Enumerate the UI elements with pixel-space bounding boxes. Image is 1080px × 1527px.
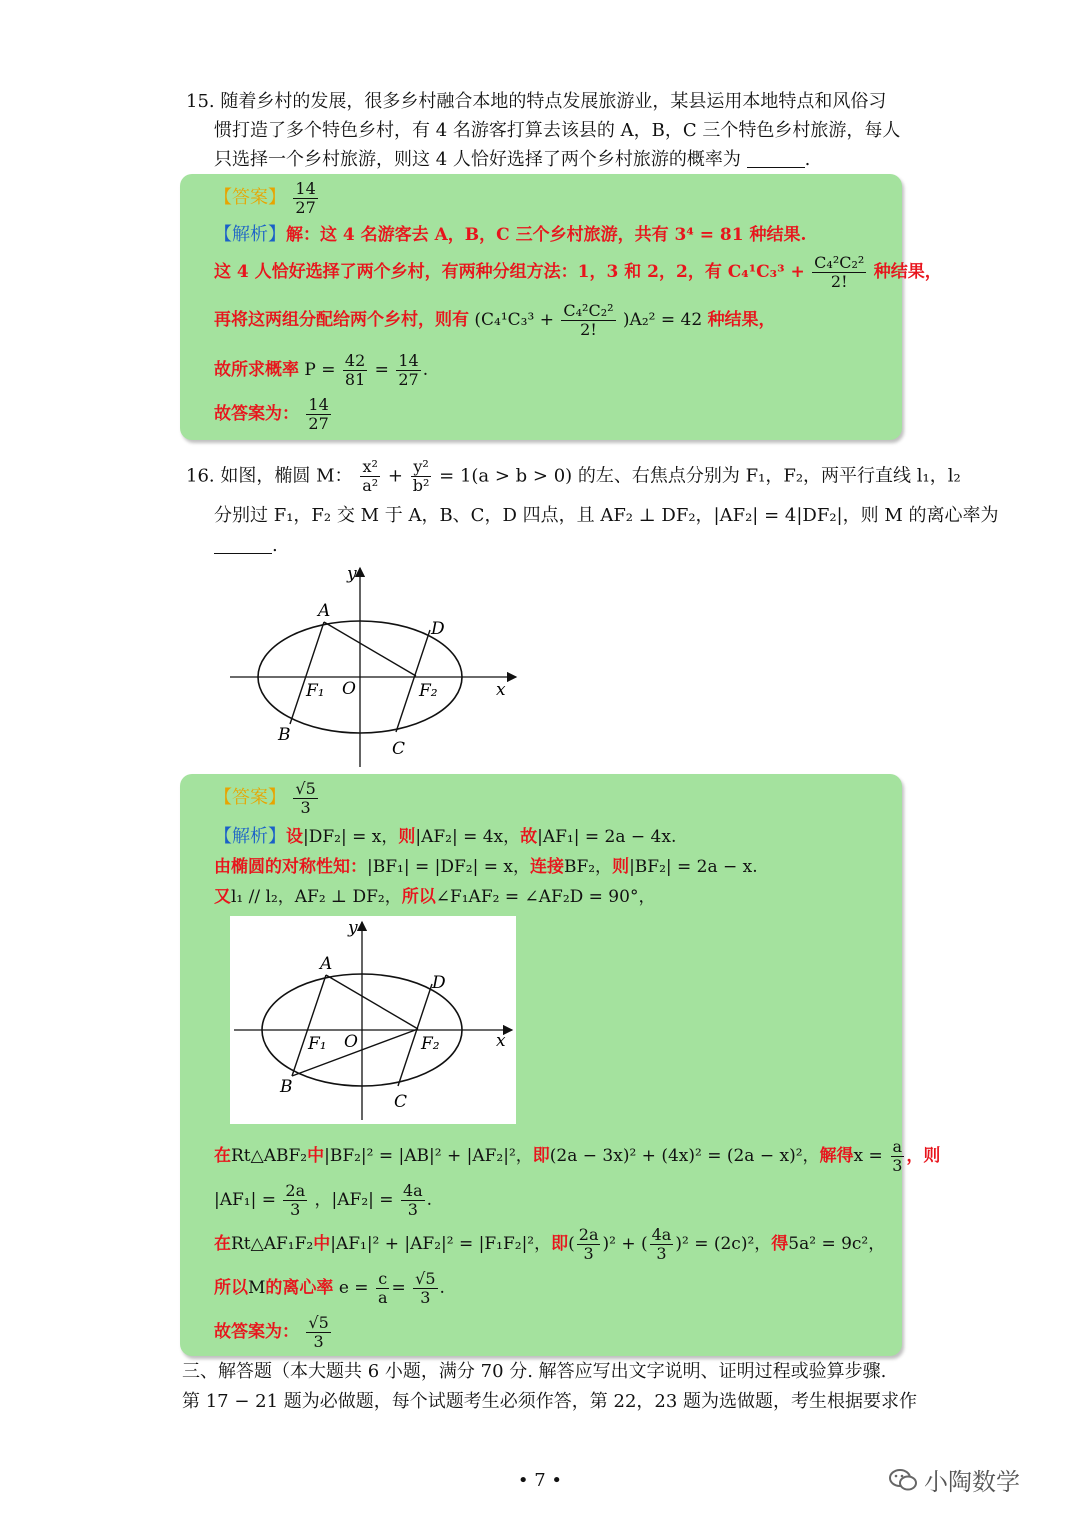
math-expr: 5a² = 9c²， (788, 1234, 886, 1254)
x-value-fraction (890, 1138, 904, 1175)
ellipse-figure-solution (230, 916, 516, 1124)
analysis-text: 故所求概率 (214, 360, 299, 380)
analysis-text: 由椭圆的对称性知： (214, 857, 367, 877)
fraction-denominator: 3 (300, 798, 311, 817)
fraction-numerator: C₄²C₂² (563, 301, 614, 320)
fraction-denominator: 27 (398, 370, 419, 389)
analysis-text: 即 (532, 1146, 550, 1166)
label-y: y (348, 918, 358, 938)
math-expr: |AF₂| = 4x， (415, 827, 521, 847)
answer-box-q15 (180, 174, 942, 440)
math-expr: = (2c)²， (694, 1234, 772, 1254)
analysis-tag: 【解析】 (214, 224, 286, 245)
analysis-text: 故答案为： (214, 1322, 299, 1342)
analysis-text: 所以 (401, 887, 436, 907)
fraction-numerator: 2a (578, 1225, 599, 1244)
analysis-text: 解：这 4 名游客去 A，B，C 三个乡村旅游，共有 3⁴ = 81 种结果. (286, 225, 807, 245)
fraction-denominator: a² (362, 476, 379, 495)
math-expr: |BF₂| = 2a − x. (629, 857, 758, 877)
q16-text: = 1(a > b > 0) 的左、右焦点分别为 F₁，F₂，两平行直线 l₁，l₂ (439, 465, 961, 487)
fraction-numerator: 14 (295, 179, 316, 198)
q16-analysis-line1 (214, 824, 676, 850)
label-y: y (347, 564, 357, 584)
q16-answer-fraction (293, 780, 317, 817)
analysis-text: 所以 (214, 1278, 248, 1298)
section3-line1: 三、解答题（本大题共 6 小题，满分 70 分. 解答应写出文字说明、证明过程或验算步骤. (182, 1361, 887, 1382)
fraction-numerator: C₄²C₂² (814, 253, 865, 272)
ratio-fraction (376, 1270, 390, 1307)
fraction-numerator: √5 (308, 1313, 329, 1332)
q15-line3: 只选择一个乡村旅游，则这 4 人恰好选择了两个乡村旅游的概率为 . (214, 149, 811, 170)
analysis-text: 得 (771, 1234, 789, 1254)
analysis-text: 这 4 人恰好选择了两个乡村，有两种分组方法：1，3 和 2，2，有 C₄¹C₃³ + (214, 262, 805, 282)
math-expr: (2a − 3x)² + (4x)² = (2a − x)²， (549, 1146, 820, 1166)
label-C: C (392, 739, 406, 759)
math-expr: |AF₁|² + |AF₂|² = |F₁F₂|²， (330, 1234, 552, 1254)
fraction-denominator: 3 (892, 1156, 903, 1175)
fraction-numerator: 2a (285, 1181, 306, 1200)
fraction-denominator: 2! (830, 272, 848, 291)
label-F2: F₂ (421, 1034, 440, 1054)
math-expr: (C₄¹C₃³ + (474, 310, 554, 330)
analysis-text: 在 (214, 1146, 231, 1166)
segment-AF2 (326, 975, 418, 1029)
q15-analysis-line3 (214, 302, 776, 339)
fraction-denominator: 3 (420, 1288, 431, 1307)
eccentricity-fraction (413, 1270, 437, 1307)
page-number: • 7 • (517, 1470, 563, 1491)
ellipse-x-fraction (360, 458, 380, 495)
fraction-numerator: 42 (344, 351, 366, 370)
fraction-numerator: x² (362, 457, 378, 476)
line-l1 (292, 975, 326, 1076)
segment-AF2 (324, 622, 416, 676)
watermark (888, 1462, 1020, 1497)
q15-analysis-line1 (214, 222, 806, 248)
analysis-text: 中 (313, 1234, 331, 1254)
combination-fraction (812, 254, 866, 291)
af1-fraction (577, 1226, 601, 1263)
label-C: C (394, 1092, 408, 1112)
analysis-tag: 【解析】 (214, 826, 286, 847)
analysis-text: 种结果， (707, 310, 776, 330)
fraction-denominator: b² (412, 476, 430, 495)
answer-tag: 【答案】 (214, 187, 286, 208)
analysis-text: 又 (214, 887, 231, 907)
q16-analysis-line7: 所以M的离心率 e = $\frac{c}{a}$ = $\frac{√5}{3}$ . (214, 1269, 445, 1307)
fraction-denominator: 81 (344, 370, 366, 389)
analysis-text: 中 (307, 1146, 325, 1166)
label-x: x (496, 680, 506, 700)
analysis-text: 故 (520, 827, 538, 847)
q16-analysis-line2 (214, 854, 758, 880)
analysis-text: 设 (286, 827, 303, 847)
af1-fraction (283, 1182, 307, 1219)
answer-blank (214, 535, 272, 554)
fraction-denominator: 3 (656, 1244, 667, 1263)
math-expr: = (374, 360, 389, 380)
final-answer-fraction (306, 1314, 330, 1351)
line-l1 (290, 622, 324, 724)
fraction-numerator: a (892, 1137, 903, 1156)
math-expr: BF₂， (563, 857, 613, 877)
math-expr: Rt△ABF₂ (231, 1146, 308, 1166)
watermark-text: 小陶数学 (924, 1468, 1020, 1496)
label-A: A (318, 601, 331, 621)
label-F2: F₂ (419, 681, 438, 701)
final-answer-fraction (306, 396, 330, 433)
label-D: D (432, 973, 446, 993)
label-x: x (496, 1031, 506, 1051)
answer-tag: 【答案】 (214, 787, 286, 808)
fraction-denominator: 3 (290, 1200, 301, 1219)
q15-answer-fraction (293, 180, 317, 217)
fraction-denominator: 3 (313, 1332, 324, 1351)
q16-line3: . (214, 532, 278, 560)
analysis-text: 在 (214, 1234, 231, 1254)
math-expr: l₁ // l₂，AF₂ ⊥ DF₂， (231, 887, 402, 907)
q16-analysis-line6: 在Rt△AF₁F₂中|AF₁|² + |AF₂|² = |F₁F₂|²，即( $\frac{2a}{3}$ )² + ( $\frac{4a}{3}$ )² = (2c)²，得5a² = 9c²， (214, 1225, 886, 1263)
math-expr: |DF₂| = x， (303, 827, 399, 847)
label-O: O (344, 1032, 358, 1052)
wechat-icon (888, 1467, 918, 1493)
q15-analysis-line4: 故所求概率 P = $\frac{42}{81}$ = $\frac{14}{27}$ . (214, 351, 429, 389)
fraction-denominator: 2! (580, 320, 597, 339)
q15-line2: 惯打造了多个特色乡村，有 4 名游客打算去该县的 A，B，C 三个特色乡村旅游，每人 (214, 120, 901, 141)
section3-line2: 第 17 − 21 题为必做题，每个试题考生必须作答，第 22，23 题为选做题，考生根据要求作 (182, 1391, 918, 1412)
q16-analysis-line5: |AF₁| = $\frac{2a}{3}$ ，|AF₂| = $\frac{4a}{3}$ . (214, 1181, 433, 1219)
math-expr: |AF₁| = 2a − 4x. (537, 827, 677, 847)
ellipse-y-fraction (411, 458, 432, 495)
analysis-text: 故答案为： (214, 404, 299, 424)
fraction-numerator: 14 (398, 351, 419, 370)
fraction-numerator: c (378, 1269, 388, 1288)
q15-answer-line (214, 180, 320, 217)
q16-text: + (387, 465, 404, 487)
af2-fraction (401, 1182, 425, 1219)
label-F1: F₁ (306, 681, 325, 701)
fraction-denominator: 27 (308, 414, 329, 433)
q15-analysis-line2 (214, 254, 942, 291)
analysis-text: ，则 (906, 1146, 941, 1166)
answer-blank (747, 149, 805, 168)
fraction-numerator: √5 (415, 1269, 436, 1288)
q16-analysis-line3 (214, 884, 655, 910)
q16-analysis-line4 (214, 1138, 940, 1175)
fraction-denominator: a (377, 1288, 388, 1307)
analysis-text: 则 (398, 827, 416, 847)
q16-text: 16. 如图，椭圆 M： (186, 465, 353, 487)
label-B: B (278, 725, 291, 745)
fraction-numerator: 4a (651, 1225, 672, 1244)
math-expr: |AF₁| = (214, 1190, 276, 1210)
math-expr: M (248, 1278, 266, 1298)
fraction-denominator: 27 (295, 198, 316, 217)
math-expr: |BF₁| = |DF₂| = x， (367, 857, 530, 877)
math-expr: ，|AF₂| = (314, 1190, 394, 1210)
math-expr: ∠F₁AF₂ = ∠AF₂D = 90°， (435, 887, 656, 907)
label-A: A (320, 954, 333, 974)
math-expr: )A₂² = 42 (622, 310, 703, 330)
fraction-numerator: 14 (308, 395, 329, 414)
answer-box-q16 (180, 774, 941, 1356)
q16-line2: 分别过 F₁，F₂ 交 M 于 A，B、C，D 四点，且 AF₂ ⊥ DF₂，|AF₂| = 4|DF₂|，则 M 的离心率为 (214, 505, 999, 526)
fraction-numerator: y² (413, 457, 429, 476)
analysis-text: 连接 (529, 857, 564, 877)
q15-line1: 15. 随着乡村的发展，很多乡村融合本地的特点发展旅游业，某县运用本地特点和风俗习 (186, 91, 887, 112)
q15-analysis-line5 (214, 396, 333, 433)
label-F1: F₁ (308, 1034, 327, 1054)
fraction-denominator: 3 (407, 1200, 418, 1219)
analysis-text: 即 (551, 1234, 569, 1254)
label-O: O (342, 679, 356, 699)
fraction-numerator: 4a (402, 1181, 423, 1200)
math-expr: Rt△AF₁F₂ (231, 1234, 314, 1254)
label-D: D (431, 619, 445, 639)
q16-line1 (186, 458, 961, 495)
probability-fraction (396, 352, 420, 389)
analysis-text: 则 (612, 857, 630, 877)
math-expr: x = (853, 1146, 883, 1166)
fraction-numerator: √5 (295, 779, 316, 798)
q16-answer-line (214, 780, 320, 817)
analysis-text: 解得 (819, 1146, 854, 1166)
analysis-text: 再将这两组分配给两个乡村，则有 (214, 310, 469, 330)
q16-analysis-line8 (214, 1314, 333, 1351)
combination-fraction (561, 302, 615, 339)
analysis-text: 的离心率 (265, 1278, 334, 1298)
analysis-text: 种结果， (873, 262, 942, 282)
math-expr: P = (304, 360, 336, 380)
ellipse-figure (226, 562, 526, 772)
fraction-denominator: 3 (583, 1244, 594, 1263)
af2-fraction (650, 1226, 674, 1263)
probability-fraction (343, 352, 367, 389)
math-expr: e = (338, 1278, 369, 1298)
label-B: B (280, 1077, 293, 1097)
q15-line3-text: 只选择一个乡村旅游，则这 4 人恰好选择了两个乡村旅游的概率为 (214, 149, 741, 170)
math-expr: |BF₂|² = |AB|² + |AF₂|²， (324, 1146, 533, 1166)
